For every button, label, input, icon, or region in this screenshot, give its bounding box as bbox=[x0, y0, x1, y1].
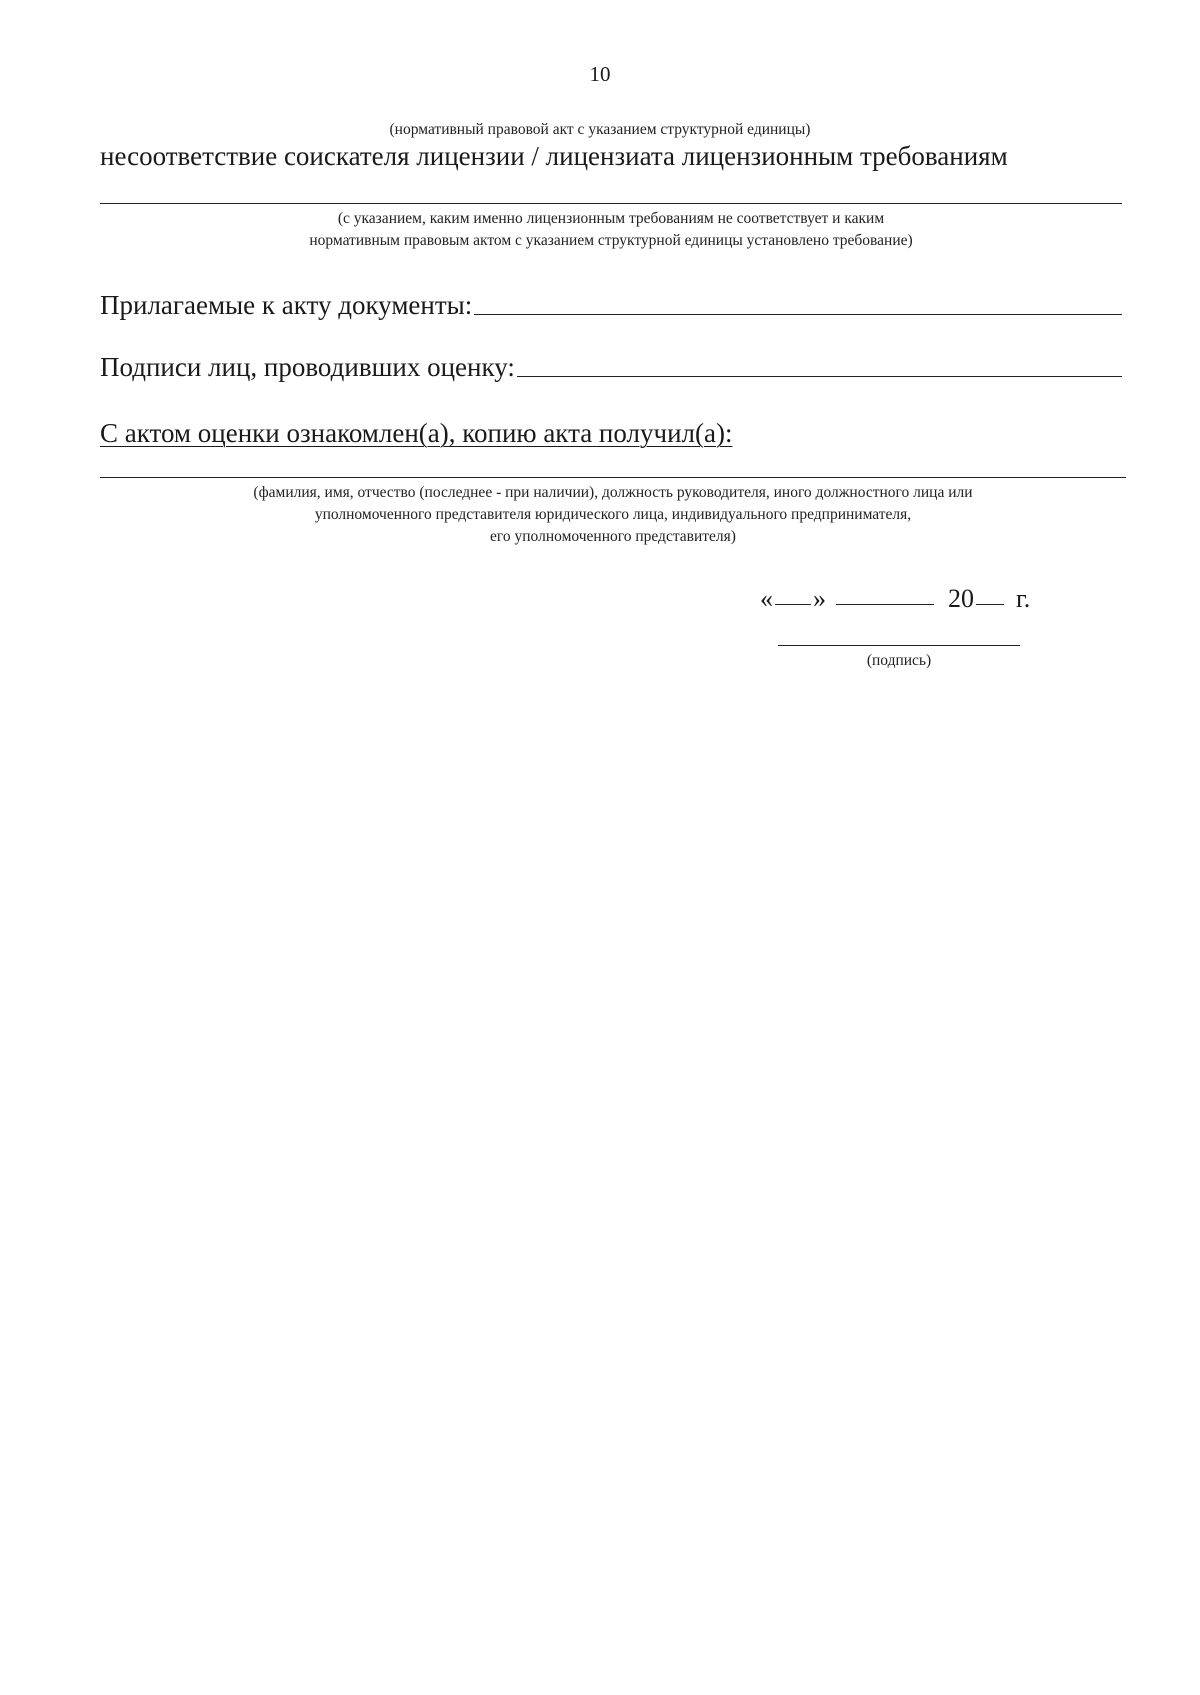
signatures-input-line[interactable] bbox=[517, 375, 1122, 377]
recipient-caption-line-3: его уполномоченного представителя) bbox=[490, 528, 736, 545]
page-number: 10 bbox=[589, 62, 611, 86]
date-century: 20 bbox=[948, 584, 974, 613]
attached-documents-row bbox=[100, 290, 1122, 321]
attached-documents-label: Прилагаемые к акту документы: bbox=[100, 290, 473, 320]
recipient-input-line[interactable] bbox=[100, 477, 1126, 478]
signatures-row bbox=[100, 352, 1122, 383]
legal-act-caption bbox=[100, 119, 1100, 141]
recipient-caption-line-2: уполномоченного представителя юридического лица, индивидуального предпринимателя, bbox=[314, 506, 912, 523]
date-line bbox=[760, 584, 1030, 614]
acknowledgement-heading: С актом оценки ознакомлен(а), копию акта получил(а): bbox=[100, 418, 733, 448]
signature-input-line[interactable] bbox=[778, 645, 1020, 646]
signature-caption bbox=[778, 650, 1020, 672]
date-close-quote: » bbox=[813, 584, 826, 613]
requirement-input-line[interactable] bbox=[100, 203, 1122, 204]
signatures-label: Подписи лиц, проводивших оценку: bbox=[100, 352, 515, 382]
date-year-blank[interactable] bbox=[976, 603, 1004, 605]
date-year-suffix: г. bbox=[1016, 584, 1031, 613]
recipient-caption-line-1: (фамилия, имя, отчество (последнее - при наличии), должность руководителя, иного должностного лица или bbox=[253, 484, 973, 501]
requirement-caption-line-1: (с указанием, каким именно лицензионным требованиям не соответствует и каким bbox=[337, 210, 885, 227]
requirement-caption-line-2: нормативным правовым актом с указанием структурной единицы установлено требование) bbox=[309, 232, 913, 249]
requirement-caption bbox=[100, 208, 1122, 252]
recipient-caption bbox=[100, 482, 1126, 548]
legal-act-caption-text: (нормативный правовой акт с указанием структурной единицы) bbox=[389, 121, 811, 138]
date-open-quote: « bbox=[760, 584, 773, 613]
date-day-blank[interactable] bbox=[775, 603, 811, 605]
attached-documents-input-line[interactable] bbox=[474, 313, 1122, 315]
date-month-blank[interactable] bbox=[836, 603, 934, 605]
signature-caption-text: (подпись) bbox=[866, 652, 932, 669]
nonconformity-statement: несоответствие соискателя лицензии / лицензиата лицензионным требованиям bbox=[100, 141, 1008, 171]
